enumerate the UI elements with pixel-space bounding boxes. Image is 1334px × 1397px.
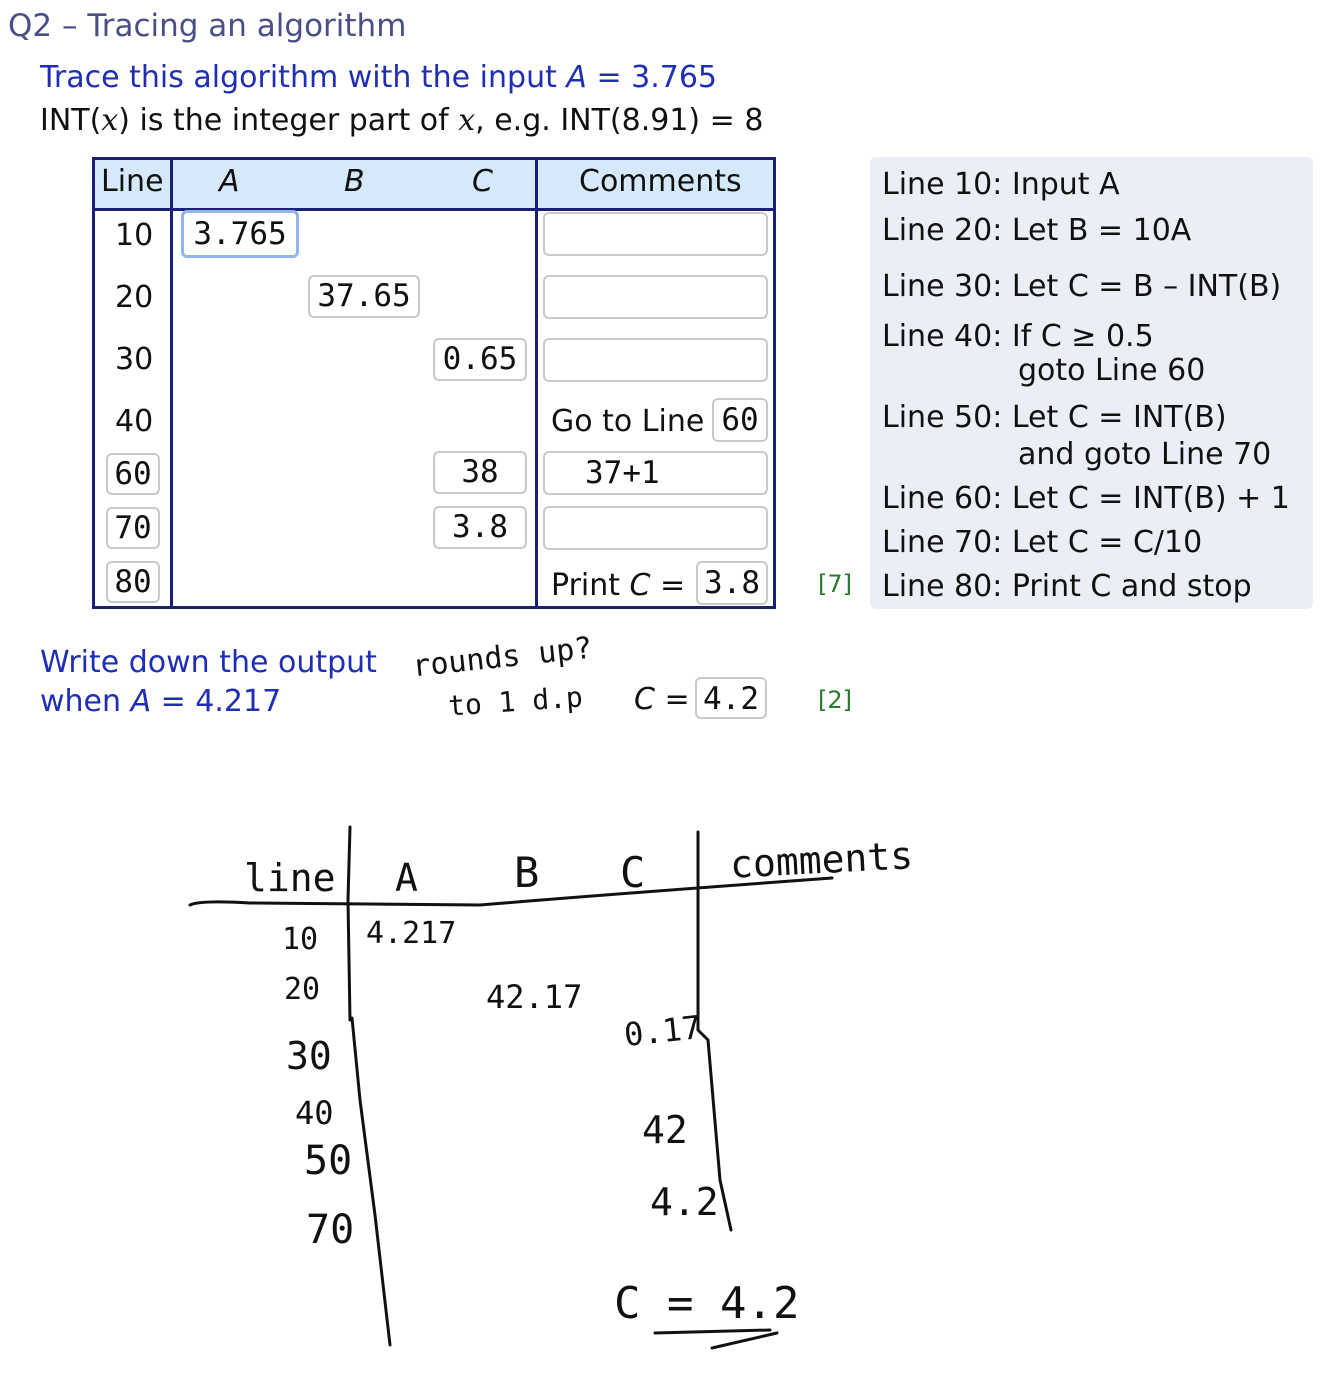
handwritten-b-value: 42.17: [486, 978, 583, 1016]
handwritten-line-number: 20: [284, 972, 321, 1007]
mark-2: [2]: [818, 686, 852, 714]
algorithm-line: goto Line 60: [1018, 353, 1206, 388]
handwritten-header-c: C: [620, 848, 646, 897]
handwritten-c-value: 42: [642, 1108, 688, 1152]
instruction-value: = 3.765: [586, 60, 718, 95]
print-label-var: C: [629, 568, 651, 603]
answer-label-equals: =: [654, 682, 690, 717]
algorithm-line: Line 30: Let C = B – INT(B): [882, 269, 1282, 304]
handwritten-divider: [698, 832, 731, 1230]
handwritten-header-a: A: [395, 856, 418, 900]
int-text-b: ) is the integer part of: [118, 103, 459, 138]
line-number-input[interactable]: 70: [106, 507, 160, 549]
handwritten-underline: [712, 1333, 777, 1348]
print-label-equals: =: [650, 568, 686, 603]
header-c: C: [472, 164, 493, 199]
instruction-text: Trace this algorithm with the input: [40, 60, 567, 95]
handwritten-line-number: 50: [304, 1138, 353, 1184]
int-var-x: x: [101, 103, 119, 138]
goto-line-input[interactable]: 60: [712, 398, 768, 442]
handwritten-line-number: 10: [282, 922, 319, 957]
question-2-line-1: Write down the output: [40, 645, 377, 680]
algorithm-line: Line 50: Let C = INT(B): [882, 400, 1227, 435]
b-line-20-input[interactable]: 37.65: [308, 275, 420, 318]
handwritten-c-value: 0.17: [622, 1008, 703, 1054]
q2-when-text: when: [40, 684, 131, 719]
print-c-input[interactable]: 3.8: [696, 561, 768, 605]
handwritten-header-comments: comments: [728, 833, 915, 887]
print-label-text: Print: [551, 568, 630, 603]
handwritten-c-value: 4.2: [650, 1180, 719, 1224]
algorithm-line: Line 60: Let C = INT(B) + 1: [882, 481, 1290, 516]
header-line: Line: [101, 164, 164, 199]
algorithm-line: Line 20: Let B = 10A: [882, 213, 1192, 248]
handwritten-underline: [655, 1330, 770, 1333]
c-line-60-input[interactable]: 38: [433, 451, 527, 494]
handwritten-line-number: 70: [306, 1207, 355, 1253]
line-number: 30: [115, 342, 154, 377]
line-number-input[interactable]: 80: [106, 561, 160, 603]
header-a: A: [219, 164, 240, 199]
c-line-30-input[interactable]: 0.65: [433, 338, 527, 381]
line-number: 40: [115, 404, 154, 439]
handwritten-header-b: B: [514, 848, 540, 897]
handwritten-header-line-label: line: [244, 856, 336, 900]
algorithm-line: and goto Line 70: [1018, 437, 1272, 472]
line-number: 20: [115, 280, 154, 315]
answer-label-var: C: [634, 682, 655, 717]
mark-7: [7]: [818, 570, 852, 598]
algorithm-line: Line 10: Input A: [882, 167, 1120, 202]
comment-line-60-input[interactable]: 37+1: [543, 451, 768, 495]
question-title: Q2 – Tracing an algorithm: [8, 8, 407, 44]
handwritten-a-value: 4.217: [366, 916, 457, 951]
handwritten-line-number: 30: [286, 1034, 332, 1078]
handwritten-note-rounds: rounds up?: [410, 630, 594, 685]
line-number-input[interactable]: 60: [106, 453, 160, 495]
algorithm-line: Line 40: If C ≥ 0.5: [882, 319, 1154, 354]
handwritten-result: C = 4.2: [614, 1278, 800, 1329]
handwritten-divider: [348, 827, 350, 1020]
a-line-10-input[interactable]: 3.765: [181, 210, 299, 258]
q2-var-a: A: [130, 684, 152, 719]
line-number: 10: [115, 218, 154, 253]
int-var-x2: x: [458, 103, 476, 138]
header-comments: Comments: [579, 164, 742, 199]
algorithm-line: Line 70: Let C = C/10: [882, 525, 1203, 560]
algorithm-line: Line 80: Print C and stop: [882, 569, 1252, 604]
handwritten-divider: [352, 1018, 390, 1345]
header-b: B: [344, 164, 365, 199]
int-text-a: INT(: [40, 103, 102, 138]
instruction-var-a: A: [566, 60, 587, 95]
q2-value: = 4.217: [151, 684, 282, 719]
handwritten-note-dp: to 1 d.p: [447, 680, 584, 723]
answer-c-input[interactable]: 4.2: [695, 677, 767, 719]
int-text-c: , e.g. INT(8.91) = 8: [475, 103, 764, 138]
handwritten-line-number: 40: [295, 1094, 334, 1132]
goto-label: Go to Line: [551, 404, 705, 439]
c-line-70-input[interactable]: 3.8: [433, 506, 527, 549]
